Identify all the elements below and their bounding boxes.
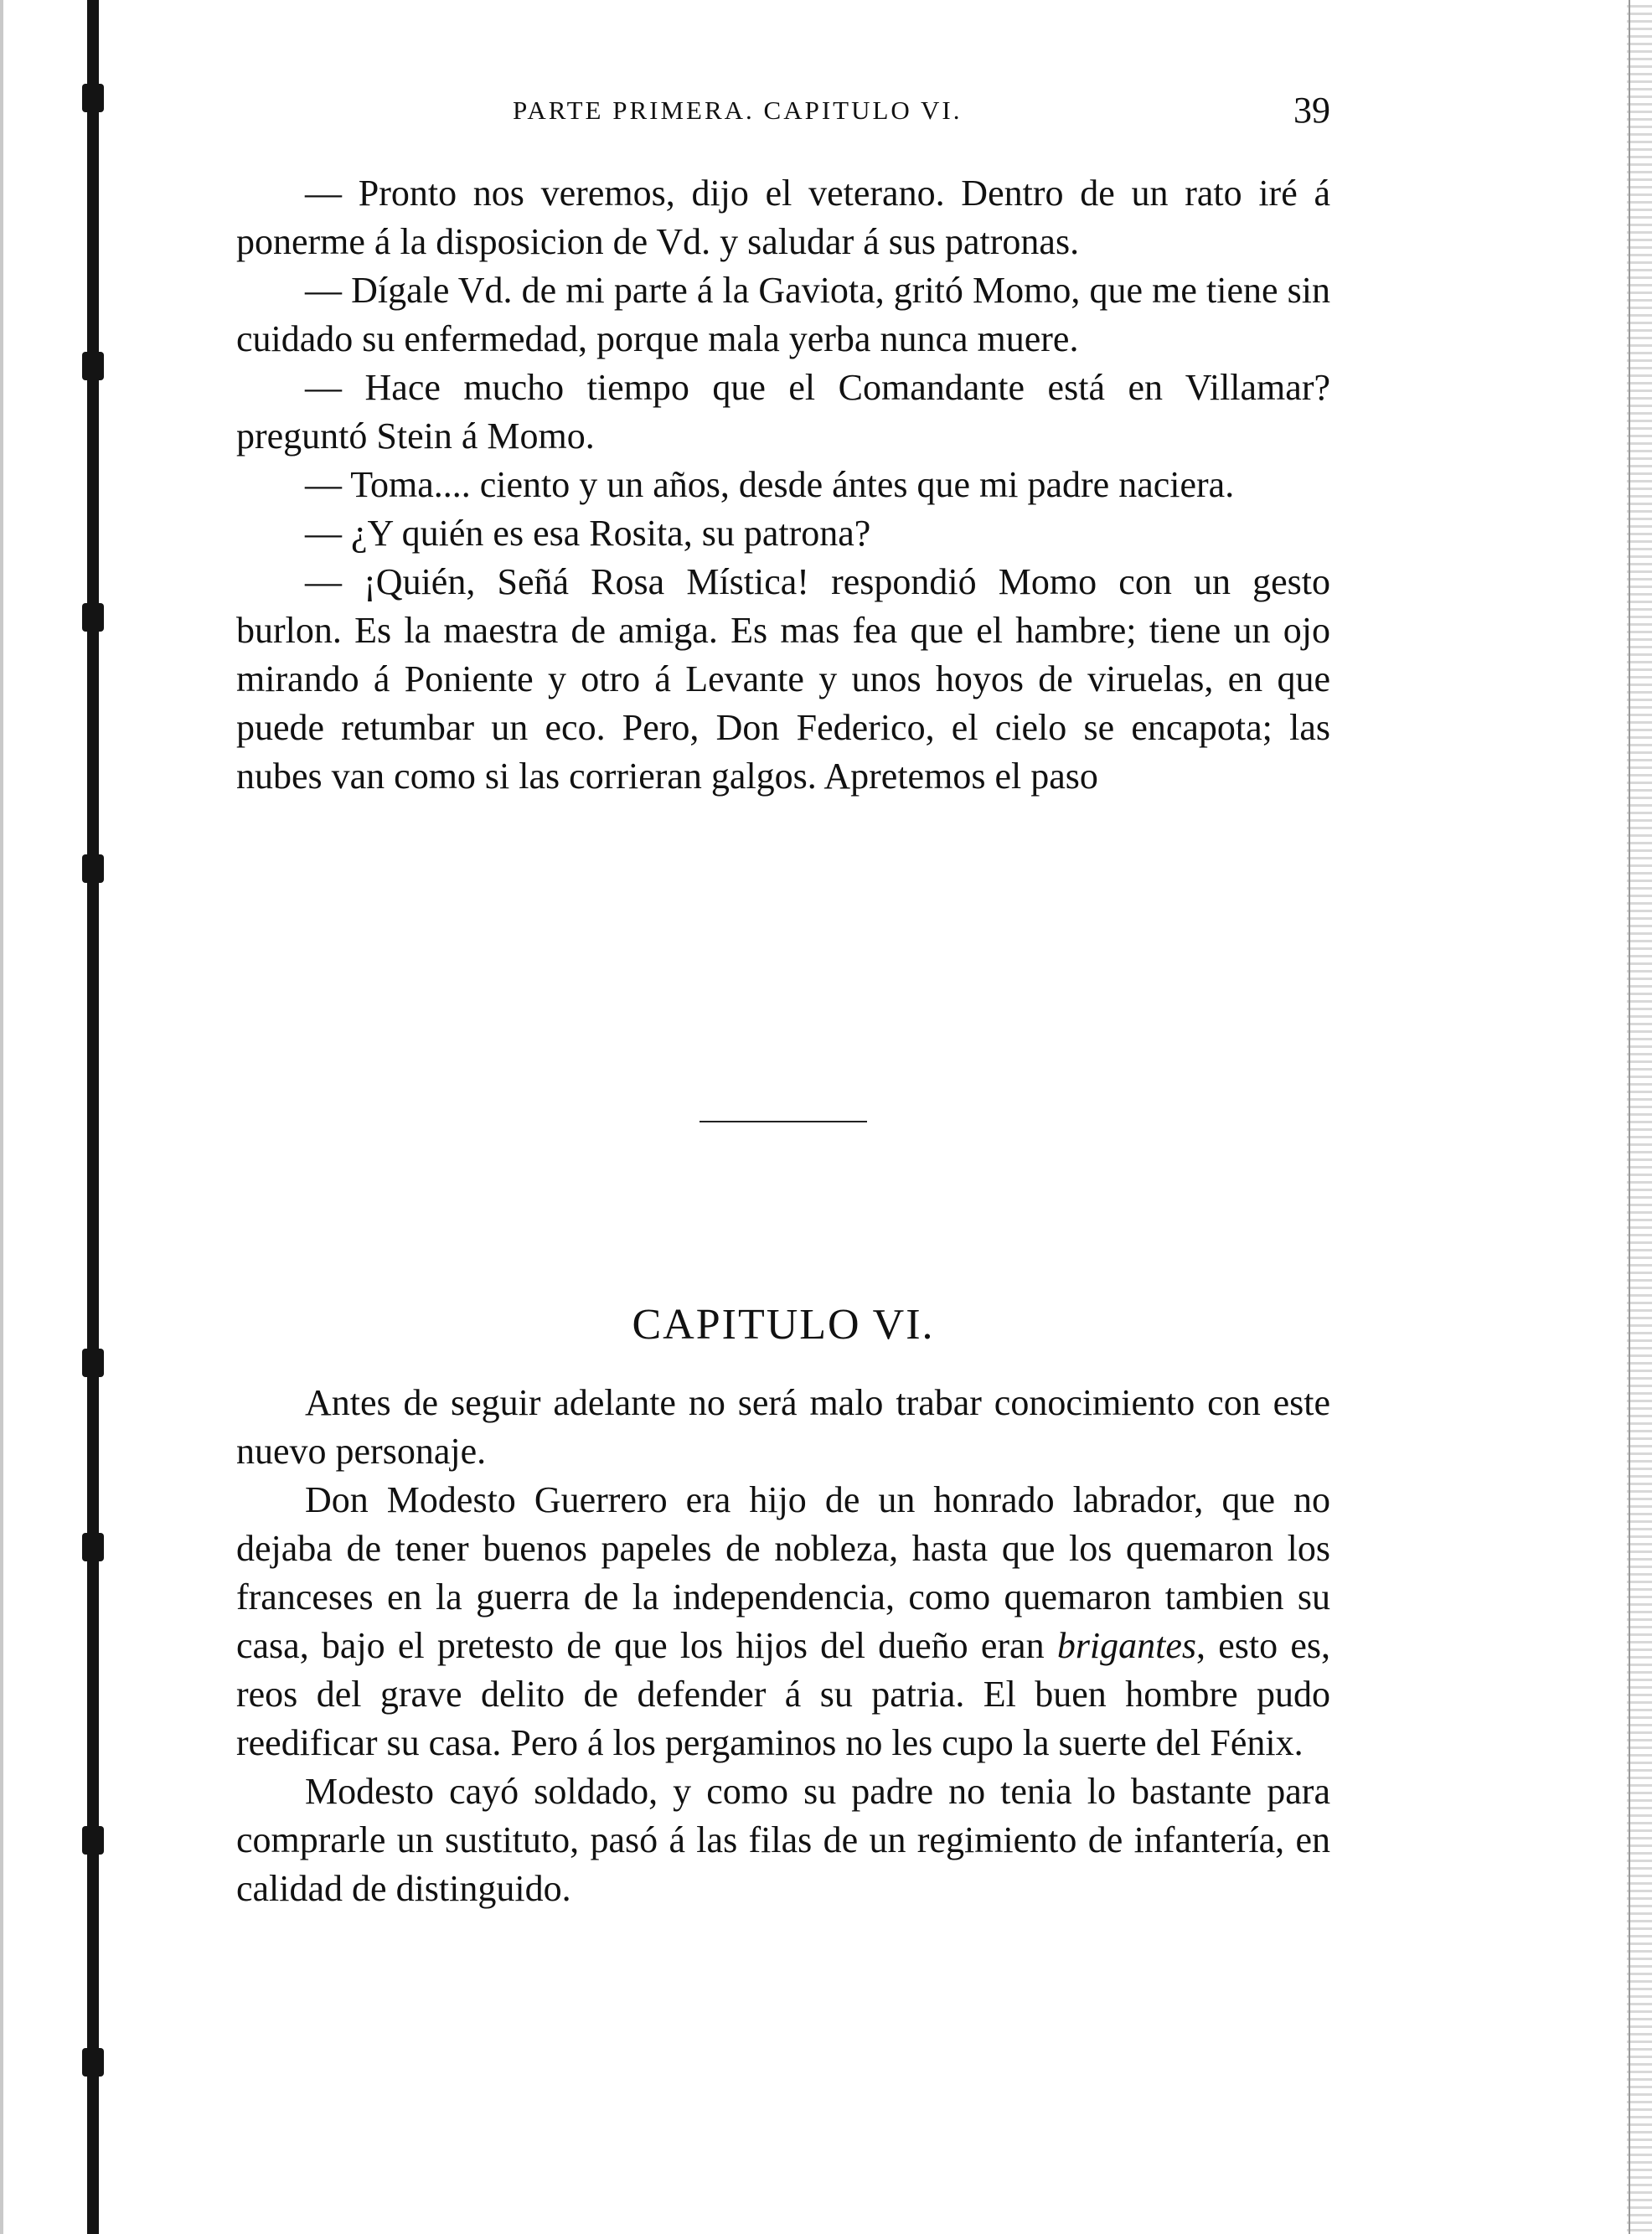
paragraph <box>236 1476 1330 1767</box>
paragraph: — ¡Quién, Señá Rosa Mística! respondió Momo con un gesto burlon. Es la maestra de amiga. Es mas fea que el hambre; tiene un ojo mirando á Poniente y otro á Levante y unos hoyos de viruelas, en que puede retumbar un eco. Pero, Don Federico, el cielo se encapota; las nubes van como si las corrieran galgos. Apretemos el paso <box>236 561 1330 797</box>
running-title: PARTE PRIMERA. CAPITULO VI. <box>513 95 963 125</box>
page-fold-line <box>1629 0 1630 2234</box>
binding-stitch <box>82 603 104 632</box>
paragraph: — ¿Y quién es esa Rosita, su patrona? <box>305 513 871 554</box>
section-divider <box>700 1121 867 1122</box>
page-right-edge <box>1627 0 1652 2234</box>
paragraph-text: Don Modesto Guerrero era hijo de un honrado labrador, que no dejaba de tener buenos papeles de nobleza, hasta que los quemaron los franceses en la guerra de la independencia, como quemaron tambien su casa, bajo el pretesto de que los hijos del dueño eran <box>236 1479 1330 1666</box>
binding-stitch <box>82 352 104 380</box>
binding-stitch <box>82 854 104 883</box>
binding-spine <box>87 0 99 2234</box>
page-left-edge <box>0 0 3 2234</box>
paragraph: — Toma.... ciento y un años, desde ántes que mi padre naciera. <box>305 464 1235 505</box>
emphasis-word: brigantes <box>1056 1625 1197 1666</box>
chapter-body <box>236 1379 1330 1913</box>
binding-stitch <box>82 1826 104 1855</box>
paragraph: Modesto cayó soldado, y como su padre no tenia lo bastante para comprarle un sustituto, pasó á las filas de un regimiento de infantería, en calidad de distinguido. <box>236 1771 1330 1909</box>
paragraph: — Pronto nos veremos, dijo el veterano. Dentro de un rato iré á ponerme á la disposicion de Vd. y saludar á sus patronas. <box>236 173 1330 262</box>
chapter-heading: CAPITULO VI. <box>632 1301 935 1349</box>
paragraph: — Hace mucho tiempo que el Comandante está en Villamar? preguntó Stein á Momo. <box>236 367 1330 457</box>
page-number: 39 <box>1293 90 1330 131</box>
binding-stitch <box>82 84 104 112</box>
binding-stitch <box>82 1349 104 1377</box>
binding-stitch <box>82 2048 104 2077</box>
dialogue-section <box>236 169 1330 801</box>
paragraph-text: , esto es, reos del grave delito de defender á su patria. El buen hombre pudo reedificar su casa. Pero á los pergaminos no les cupo la suerte del Fénix. <box>236 1625 1330 1763</box>
binding-stitch <box>82 1533 104 1561</box>
paragraph: Antes de seguir adelante no será malo trabar conocimiento con este nuevo personaje. <box>236 1382 1330 1472</box>
running-head <box>236 89 1330 132</box>
paragraph: — Dígale Vd. de mi parte á la Gaviota, gritó Momo, que me tiene sin cuidado su enfermedad, porque mala yerba nunca muere. <box>236 270 1330 359</box>
